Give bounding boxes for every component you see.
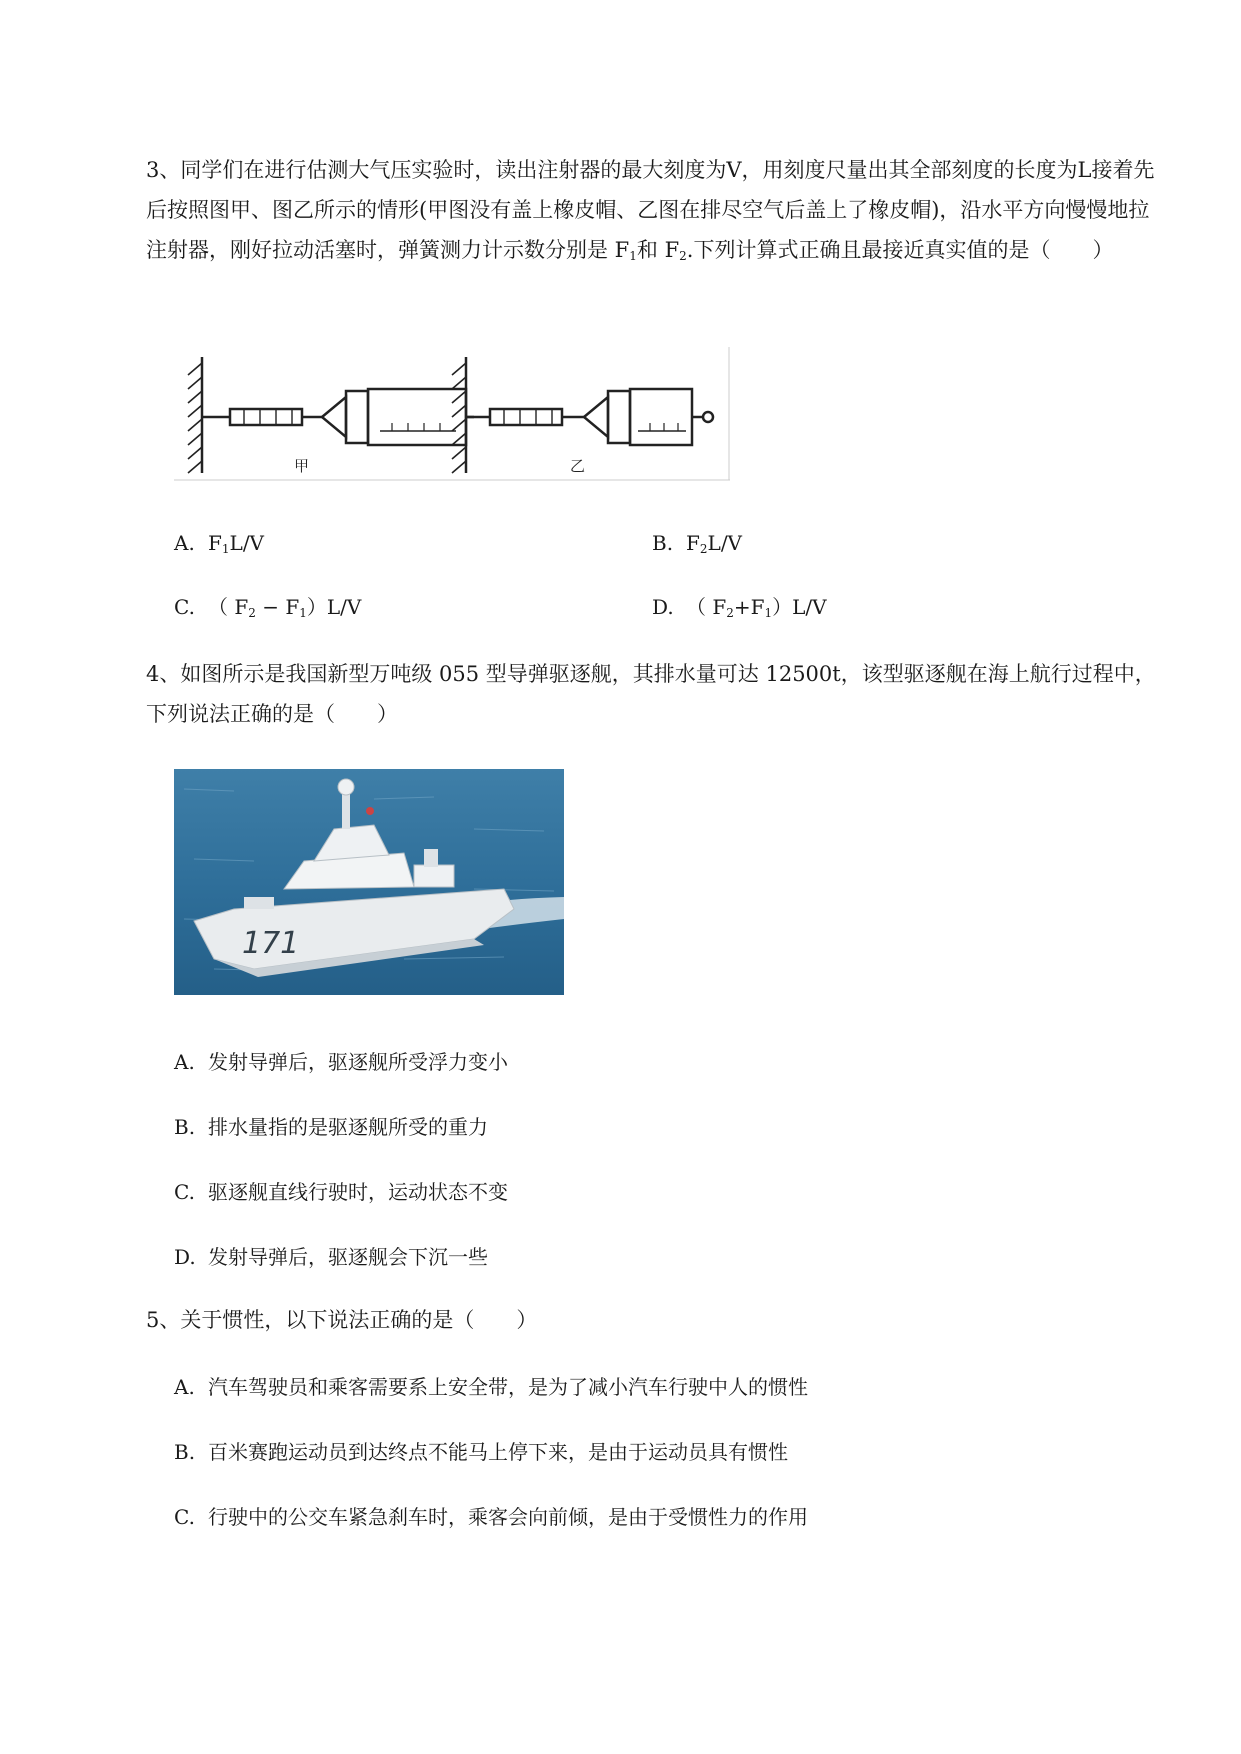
hull-number: 171 [242, 926, 300, 961]
figure-label-jia: 甲 [294, 457, 310, 475]
q5-option-a: A. 汽车驾驶员和乘客需要系上安全带，是为了减小汽车行驶中人的惯性 [174, 1375, 808, 1399]
syringe-experiment-figure [174, 345, 730, 483]
figure-label-yi: 乙 [570, 457, 586, 475]
q3-option-b: B. $F_2L/V$ [652, 531, 742, 556]
q3-option-c: C. （ $F_2 - F_1)L/V$ [174, 595, 362, 620]
question-5-stem: 5、关于惯性，以下说法正确的是（ ） [146, 1308, 538, 1332]
q3-option-d: D. （ $F_2+F_1)L/V$ [652, 595, 827, 620]
q4-option-b: B. 排水量指的是驱逐舰所受的重力 [174, 1115, 488, 1139]
q4-option-c: C. 驱逐舰直线行驶时，运动状态不变 [174, 1180, 508, 1204]
q5-option-c: C. 行驶中的公交车紧急刹车时，乘客会向前倾，是由于受惯性力的作用 [174, 1505, 808, 1529]
q3-option-a: A. $F_1L/V$ [174, 531, 264, 556]
question-4-stem: 4、如图所示是我国新型万吨级 055 型导弹驱逐舰，其排水量可达 12500t，该型驱逐舰在海上航行过程中，下列说法正确的是（ ） [146, 662, 1156, 726]
q4-option-a: A. 发射导弹后，驱逐舰所受浮力变小 [174, 1050, 508, 1074]
destroyer-photo [174, 769, 564, 995]
q4-option-d: D. 发射导弹后，驱逐舰会下沉一些 [174, 1245, 488, 1269]
q5-option-b: B. 百米赛跑运动员到达终点不能马上停下来，是由于运动员具有惯性 [174, 1440, 788, 1464]
question-3-stem: 3、同学们在进行估测大气压实验时，读出注射器的最大刻度为V，用刻度尺量出其全部刻度的长度为L接着先后按照图甲、图乙所示的情形(甲图没有盖上橡皮帽、乙图在排尽空气后盖上了橡皮帽)，沿水平方向慢慢地拉注射器，刚好拉动活塞时，弹簧测力计示数分别是 $F_1$和 $F_2$.下列计算式正确且最接近真实值的是（ ） [146, 158, 1155, 263]
